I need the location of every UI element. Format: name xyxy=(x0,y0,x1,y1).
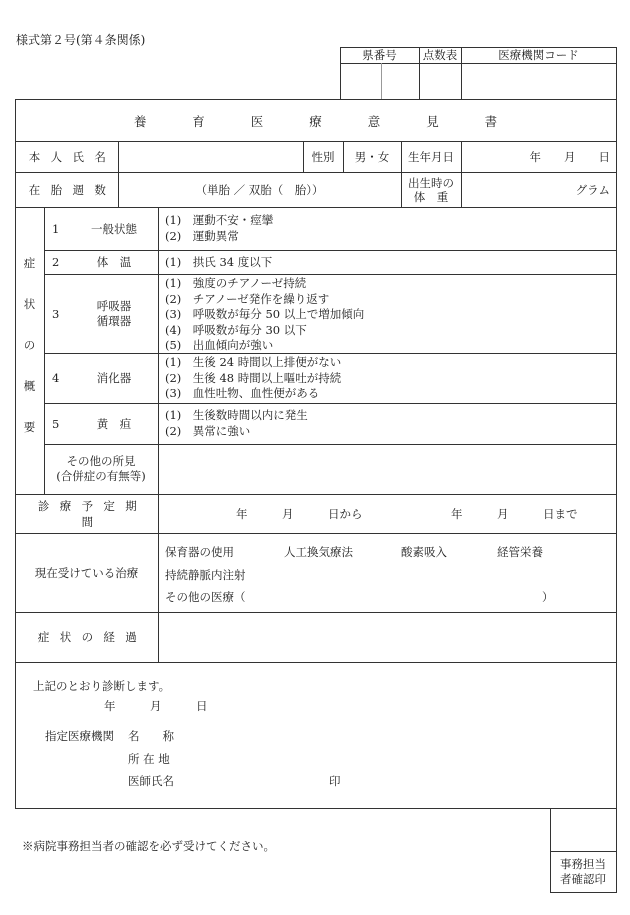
treatment-option-oxygen[interactable]: 酸素吸入 xyxy=(401,545,447,559)
facility-code-field[interactable] xyxy=(462,64,616,98)
symptom-4-details[interactable]: (1) 生後 24 時間以上排便がない (2) 生後 48 時間以上嘔吐が持続 (3) 血性吐物、血性便がある xyxy=(165,355,342,400)
symptoms-side-label: 症 状 の 概 要 xyxy=(23,256,36,434)
symptom-1-details[interactable]: (1) 運動不安・痙攣 (2) 運動異常 xyxy=(165,213,274,243)
points-label: 点数表 xyxy=(422,48,458,62)
treatment-other-field[interactable] xyxy=(250,586,540,604)
name-field[interactable] xyxy=(119,142,303,172)
schedule-label: 診療予定期間 xyxy=(37,498,148,529)
symptom-2-number: 2 xyxy=(52,255,60,269)
gestation-value[interactable]: （単胎 ／ 双胎（ 胎）） xyxy=(195,182,324,197)
doctor-name-label: 医師氏名 xyxy=(128,774,174,788)
treatment-label: 現在受けている治療 xyxy=(34,565,139,580)
birth-weight-label: 出生時の 体 重 xyxy=(408,175,454,204)
points-field[interactable] xyxy=(420,64,461,98)
clerk-stamp-label: 事務担当 者確認印 xyxy=(560,857,606,886)
other-findings-label: その他の所見 (合併症の有無等) xyxy=(56,454,146,483)
pref-no-field[interactable] xyxy=(341,64,419,98)
sex-label: 性別 xyxy=(311,149,335,164)
clerk-stamp-area[interactable] xyxy=(551,809,616,851)
facility-name-field[interactable] xyxy=(190,726,370,744)
form-title: 養 育 医 療 意 見 書 xyxy=(133,113,498,129)
facility-address-label: 所 在 地 xyxy=(128,752,170,766)
symptom-1-number: 1 xyxy=(52,221,60,236)
declaration-date[interactable]: 年 月 日 xyxy=(104,699,208,713)
symptom-1-name: 一般状態 xyxy=(91,221,137,236)
facility-code-label: 医療機関コード xyxy=(498,48,579,62)
footer-note: ※病院事務担当者の確認を必ず受けてください。 xyxy=(22,839,275,853)
treatment-option-incubator[interactable]: 保育器の使用 xyxy=(165,545,234,559)
dob-field[interactable]: 年 月 日 xyxy=(529,149,610,164)
facility-name-label: 名 称 xyxy=(128,729,174,743)
facility-address-field[interactable] xyxy=(190,749,370,767)
gestation-label: 在胎週数 xyxy=(28,182,117,197)
course-label: 症状の経過 xyxy=(37,630,148,644)
treatment-other-close: ） xyxy=(542,590,554,604)
other-findings-field[interactable] xyxy=(159,445,615,493)
symptom-3-name: 呼吸器 循環器 xyxy=(96,298,132,328)
declaration-text: 上記のとおり診断します。 xyxy=(33,679,171,693)
seal-mark: 印 xyxy=(329,774,341,788)
treatment-option-iv-infusion[interactable]: 持続静脈内注射 xyxy=(165,568,246,582)
treatment-option-tube-feeding[interactable]: 経管栄養 xyxy=(497,545,543,559)
birth-weight-field[interactable]: グラム xyxy=(575,182,610,197)
name-label: 本人氏名 xyxy=(28,149,117,164)
symptom-4-number: 4 xyxy=(52,371,60,385)
symptom-2-name: 体 温 xyxy=(96,255,132,269)
schedule-to[interactable]: 年 月 日まで xyxy=(451,506,578,521)
sex-value[interactable]: 男・女 xyxy=(354,149,390,164)
schedule-from[interactable]: 年 月 日から xyxy=(236,506,363,521)
symptom-5-number: 5 xyxy=(52,416,60,431)
treatment-other-label: その他の医療（ xyxy=(165,590,246,604)
symptom-4-name: 消化器 xyxy=(96,371,132,385)
course-field[interactable] xyxy=(159,613,615,661)
pref-no-label: 県番号 xyxy=(362,48,397,62)
doctor-name-field[interactable] xyxy=(190,771,320,789)
form-id: 様式第２号(第４条関係) xyxy=(16,33,146,47)
dob-label: 生年月日 xyxy=(408,149,454,164)
designated-facility-label: 指定医療機関 xyxy=(45,729,114,743)
symptom-2-details[interactable]: (1) 拱氏 34 度以下 xyxy=(165,255,273,269)
treatment-option-ventilation[interactable]: 人工換気療法 xyxy=(284,545,353,559)
symptom-5-name: 黄 疸 xyxy=(96,416,132,431)
symptom-5-details[interactable]: (1) 生後数時間以内に発生 (2) 異常に強い xyxy=(165,408,308,438)
symptom-3-details[interactable]: (1) 強度のチアノーゼ持続 (2) チアノーゼ発作を繰り返す (3) 呼吸数が毎分 50 以上で増加傾向 (4) 呼吸数が毎分 30 以下 (5) 出血傾向が強い xyxy=(165,276,365,352)
symptom-3-number: 3 xyxy=(52,306,60,321)
